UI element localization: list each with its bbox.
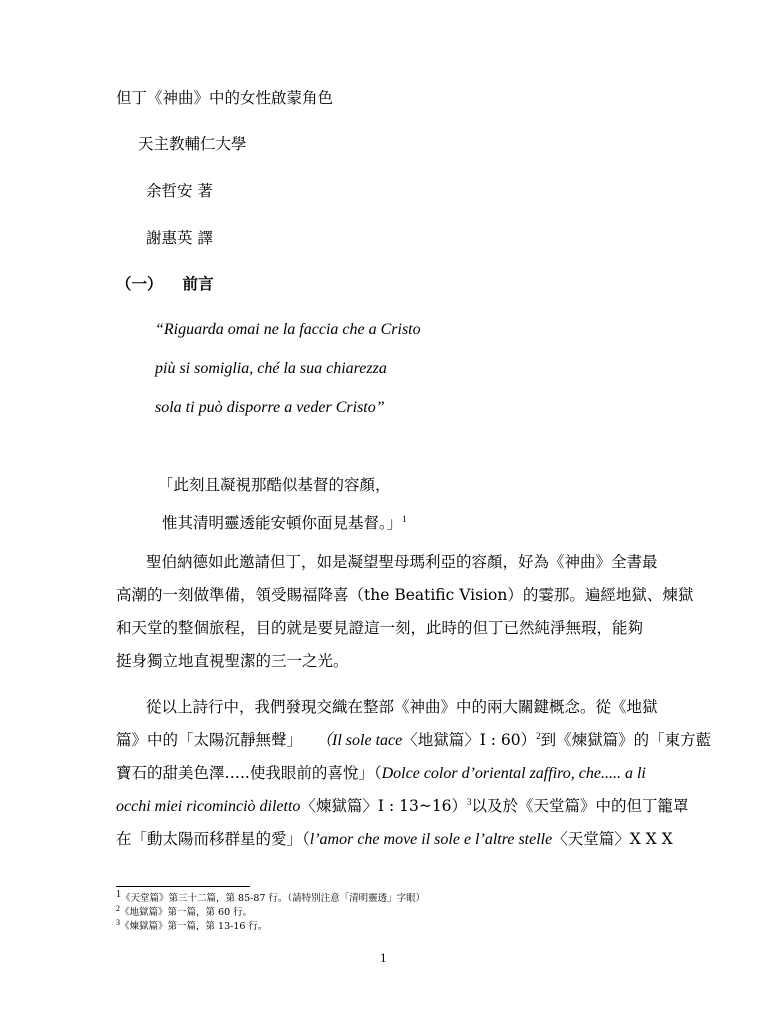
italian-quote: （Il sole tace	[316, 732, 403, 749]
page-number: 1	[380, 950, 387, 965]
footnote-text: 《煉獄篇》第一篇，第 13-16 行。	[120, 921, 268, 932]
italian-quote: l’amor che move il sole e l’altre stelle	[309, 831, 553, 848]
italian-quote: Dolce color d’oriental zaffiro, che..... a li	[381, 765, 646, 782]
paragraph-line: 從以上詩行中，我們發現交織在整部《神曲》中的兩大關鍵概念。從《地獄	[146, 698, 658, 716]
section-number: （一）	[116, 274, 163, 293]
poem-italian-line: sola ti può disporre a veder Cristo”	[155, 399, 385, 416]
footnote-number: 1	[116, 888, 121, 900]
paragraph-line: 挺身獨立地直視聖潔的三一之光。	[116, 652, 349, 670]
footnote	[116, 888, 426, 905]
footnote	[116, 917, 268, 933]
footnote-number: 3	[116, 917, 120, 927]
paragraph-line: 寶石的甜美色澤…..使我眼前的喜悅」（Dolce color d’oriental zaffiro, che..... a li	[116, 764, 646, 782]
paragraph-line: 在「動太陽而移群星的愛」（l’amor che move il sole e l’altre stelle〈天堂篇〉X X X	[116, 830, 673, 848]
footnote-text: 《地獄篇》第一篇，第 60 行。	[120, 907, 253, 918]
paragraph-line: 篇》中的「太陽沉靜無聲」 （Il sole tace〈地獄篇〉I : 60）$^2$到《煉獄篇》的「東方藍	[116, 730, 712, 749]
poem-italian-line: “Riguarda omai ne la faccia che a Cristo	[155, 321, 421, 338]
institution: 天主教輔仁大學	[138, 135, 247, 153]
poem-chinese-line: 惟其清明靈透能安頓你面見基督。」$^1$	[162, 513, 407, 532]
author-line: 余哲安 著	[146, 182, 213, 200]
footnote-ref: 3	[467, 796, 472, 807]
paragraph-line: occhi miei ricominciò diletto〈煉獄篇〉I : 13~16）$^3$以及於《天堂篇》中的但丁籠罩	[116, 796, 689, 815]
section-title: 前言	[182, 274, 214, 293]
footnote-text: 《天堂篇》第三十二篇，第 85-87 行。（請特別注意「清明靈透」字眼）	[121, 893, 426, 904]
footnote-ref: 1	[402, 513, 407, 524]
footnote-ref: 2	[536, 730, 541, 741]
poem-italian-line: più si somiglia, ché la sua chiarezza	[155, 360, 387, 377]
translator-line: 謝惠英 譯	[146, 229, 213, 247]
footnote-separator	[116, 886, 250, 887]
document-title: 但丁《神曲》中的女性啟蒙角色	[116, 89, 334, 107]
italian-quote: occhi miei ricominciò diletto	[116, 798, 301, 815]
paragraph-line: 和天堂的整個旅程，目的就是要見證這一刻，此時的但丁已然純淨無瑕，能夠	[116, 619, 644, 637]
poem-chinese-line: 「此刻且凝視那酷似基督的容顏，	[158, 476, 391, 494]
footnote-number: 2	[116, 903, 120, 913]
paragraph-line: 聖伯納德如此邀請但丁，如是凝望聖母瑪利亞的容顏，好為《神曲》全書最	[146, 553, 658, 571]
footnote	[116, 903, 253, 919]
paragraph-line: 高潮的一刻做準備，領受賜福降喜（the Beatific Vision）的霎那。遍經地獄、煉獄	[116, 586, 694, 604]
section-heading	[116, 274, 214, 294]
